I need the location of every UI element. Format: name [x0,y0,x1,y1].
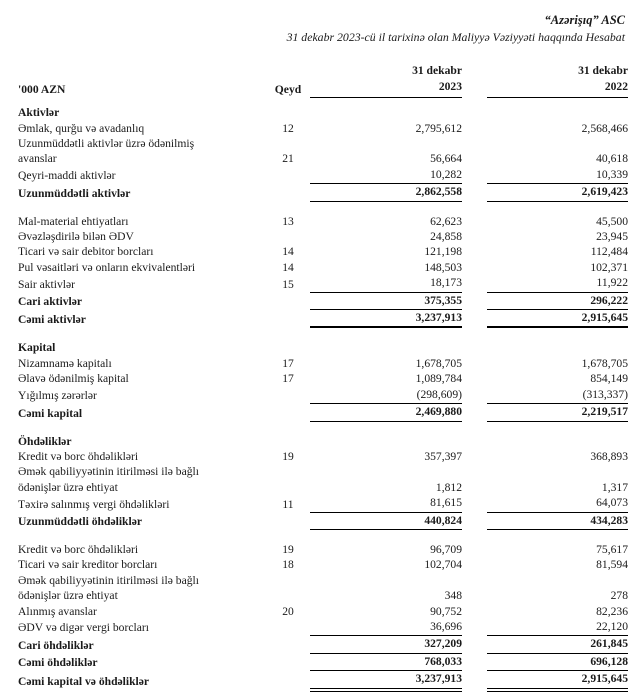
statement-of-financial-position-table [18,63,628,691]
row-value-2022: 23,945 [596,230,628,244]
row-value-2023: 1,812 [435,480,462,494]
row-note: 18 [282,558,294,572]
table-row [18,495,628,512]
row-value-2023: 375,355 [310,292,462,309]
row-note [266,512,310,529]
row-label: Kredit və borc öhdəlikləri [18,542,139,556]
row-value-2022: 261,845 [487,636,628,653]
row-note: 11 [282,497,294,511]
row-note: 20 [282,604,294,618]
row-value-2022: 81,594 [596,558,628,572]
row-value-2023: 81,615 [310,495,462,512]
row-value-2023: 121,198 [424,245,462,259]
row-value-2022: 2,915,645 [487,310,628,328]
column-spacer [462,371,487,386]
table-row [18,292,628,309]
table-row [18,275,628,292]
column-spacer [462,449,487,464]
row-value-2022: 1,317 [601,480,628,494]
row-value-2023: 56,664 [430,152,462,166]
row-note: 19 [282,542,294,556]
row-value-2022: 82,236 [596,604,628,618]
table-row [18,184,628,201]
row-value-2023: 62,623 [430,214,462,228]
row-note [266,619,310,636]
column-spacer [462,121,487,136]
column-spacer [462,636,487,653]
row-label: Uzunmüddətli aktivlər [18,186,131,200]
header-row-dates [18,63,628,78]
row-note [266,671,310,690]
section-gap-cell [18,529,628,542]
row-value-2023: 102,704 [424,558,462,572]
column-header-2022-year: 2022 [487,79,628,98]
row-label: Alınmış avanslar [18,604,97,618]
header-spacer [266,63,310,78]
table-row [18,464,628,495]
column-header-2022-date: 31 dekabr [578,64,628,78]
row-value-2023: 36,696 [310,619,462,636]
table-row [18,604,628,619]
table-row [18,310,628,328]
section-title-row [18,340,628,355]
column-spacer [462,495,487,512]
row-note [266,184,310,201]
row-value-2023: 348 [444,589,462,603]
table-row [18,671,628,690]
column-spacer [462,671,487,690]
column-spacer [462,404,487,421]
column-spacer [462,619,487,636]
column-spacer [462,512,487,529]
section-gap-cell [18,327,628,340]
table-row [18,557,628,572]
row-label: Nizamnamə kapitalı [18,356,112,370]
row-label: Uzunmüddətli öhdəliklər [18,515,143,529]
row-note [266,292,310,309]
table-row [18,136,628,167]
section-title: Öhdəliklər [18,434,72,448]
column-spacer [462,136,487,167]
row-label: Əmək qabiliyyətinin itirilməsi ilə bağlı ödənişlər üzrə ehtiyat [18,573,199,603]
row-label: Pul vəsaitləri və onların ekvivalentləri [18,260,196,274]
row-label: Əmək qabiliyyətinin itirilməsi ilə bağlı ödənişlər üzrə ehtiyat [18,465,199,494]
column-spacer [462,356,487,371]
row-value-2023: 24,858 [430,230,462,244]
column-header-2023-year: 2023 [310,79,462,98]
section-gap [18,201,628,214]
row-note [266,229,310,244]
row-label: Qeyri-maddi aktivlər [18,169,116,183]
table-row [18,542,628,557]
column-spacer [462,260,487,275]
row-label: Cəmi aktivlər [18,313,86,327]
row-value-2023: 3,237,913 [310,310,462,328]
column-spacer [462,573,487,604]
row-value-2023: 327,209 [310,636,462,653]
row-value-2022: 10,339 [487,167,628,184]
row-value-2023: 2,469,880 [310,404,462,421]
row-label: Uzunmüddətli aktivlər üzrə ödənilmiş avanslar [18,137,195,166]
row-note [266,464,310,495]
row-value-2022: 1,678,705 [581,356,628,370]
row-label: Əlavə ödənilmiş kapital [18,372,129,386]
section-title-row [18,105,628,120]
column-spacer [462,275,487,292]
row-value-2023: 90,752 [430,604,462,618]
header-spacer [18,63,266,78]
row-label: Cəmi öhdəliklər [18,656,98,670]
row-note: 14 [282,245,294,259]
table-row [18,371,628,386]
table-row [18,573,628,604]
row-label: Ticari və sair kreditor borcları [18,558,158,572]
table-row [18,167,628,184]
row-label: Cəmi kapital [18,406,83,420]
row-label: Əmlak, qurğu və avadanlıq [18,121,145,135]
column-spacer [462,653,487,670]
row-value-2022: 368,893 [590,449,628,463]
row-value-2022: 11,922 [487,275,628,292]
row-note: 17 [282,372,294,386]
row-note [266,653,310,670]
section-gap-cell [18,98,628,106]
row-label: Əvəzləşdirilə bilən ƏDV [18,230,134,244]
row-note [266,387,310,404]
table-row [18,449,628,464]
column-spacer [462,387,487,404]
column-spacer [462,557,487,572]
report-title: 31 dekabr 2023-cü il tarixinə olan Maliyyə Vəziyyəti haqqında Hesabat [286,29,625,44]
row-value-2022: (313,337) [487,387,628,404]
row-label: Sair aktivlər [18,277,75,291]
table-row [18,214,628,229]
row-value-2022: 45,500 [596,214,628,228]
row-label: Təxirə salınmış vergi öhdəlikləri [18,497,170,511]
unit-label: '000 AZN [18,83,66,97]
section-title-row [18,434,628,449]
row-value-2023: 96,709 [430,542,462,556]
column-spacer [462,63,487,78]
row-value-2023: 1,678,705 [415,356,462,370]
table-row [18,404,628,421]
column-spacer [462,310,487,328]
row-value-2023: 1,089,784 [415,372,462,386]
column-spacer [462,167,487,184]
table-row [18,636,628,653]
column-spacer [462,79,487,98]
table-row [18,229,628,244]
row-value-2023: 2,795,612 [415,121,462,135]
header-row-years [18,79,628,98]
row-value-2022: 434,283 [487,512,628,529]
section-gap [18,421,628,434]
row-label: Cari aktivlər [18,295,83,309]
section-gap-cell [18,421,628,434]
row-label: Mal-material ehtiyatları [18,214,129,228]
row-value-2022: 696,128 [487,653,628,670]
row-value-2022: 112,484 [590,245,628,259]
row-value-2022: 102,371 [590,260,628,274]
row-value-2022: 2,619,423 [487,184,628,201]
row-note: 12 [282,121,294,135]
table-row [18,653,628,670]
table-row [18,244,628,259]
column-spacer [462,184,487,201]
section-gap [18,327,628,340]
table-row [18,512,628,529]
row-value-2022: 75,617 [596,542,628,556]
column-header-2023-date: 31 dekabr [412,64,462,78]
row-label: ƏDV və digər vergi borcları [18,621,149,635]
row-note: 21 [282,152,294,166]
row-value-2022: 2,219,517 [487,404,628,421]
row-note [266,167,310,184]
note-column-header: Qeyd [274,83,302,97]
row-label: Ticari və sair debitor borcları [18,245,154,259]
section-gap [18,529,628,542]
row-note: 17 [282,356,294,370]
row-note [266,310,310,328]
table-row [18,619,628,636]
row-value-2023: 357,397 [424,449,462,463]
row-value-2022: 2,915,645 [487,671,628,690]
row-label: Kredit və borc öhdəlikləri [18,449,139,463]
section-gap-cell [18,201,628,214]
row-note: 14 [282,260,294,274]
column-spacer [462,292,487,309]
row-label: Cari öhdəliklər [18,638,94,652]
row-value-2023: 768,033 [310,653,462,670]
section-gap [18,98,628,106]
document-header [0,12,639,45]
row-value-2023: 148,503 [424,260,462,274]
section-title: Aktivlər [18,106,60,120]
column-spacer [462,604,487,619]
row-value-2023: 10,282 [310,167,462,184]
row-note: 13 [282,214,294,228]
row-value-2022: 296,222 [487,292,628,309]
column-spacer [462,229,487,244]
row-value-2023: 18,173 [310,275,462,292]
row-label: Yığılmış zərərlər [18,389,97,403]
row-note [266,404,310,421]
row-value-2023: (298,609) [310,387,462,404]
row-value-2023: 2,862,558 [310,184,462,201]
row-note: 15 [282,277,294,291]
row-note: 19 [282,449,294,463]
row-value-2023: 3,237,913 [310,671,462,690]
row-value-2023: 440,824 [310,512,462,529]
column-spacer [462,542,487,557]
column-spacer [462,214,487,229]
company-name: “Azərişıq” ASC [544,13,625,27]
row-label: Cəmi kapital və öhdəliklər [18,675,150,689]
row-note [266,573,310,604]
table-row [18,387,628,404]
row-value-2022: 40,618 [596,152,628,166]
table-row [18,260,628,275]
row-value-2022: 278 [610,589,628,603]
section-title: Kapital [18,341,56,355]
row-value-2022: 2,568,466 [581,121,628,135]
column-spacer [462,464,487,495]
table-row [18,121,628,136]
column-spacer [462,244,487,259]
row-value-2022: 64,073 [487,495,628,512]
table-row [18,356,628,371]
row-note [266,636,310,653]
row-value-2022: 854,149 [590,372,628,386]
row-value-2022: 22,120 [487,619,628,636]
